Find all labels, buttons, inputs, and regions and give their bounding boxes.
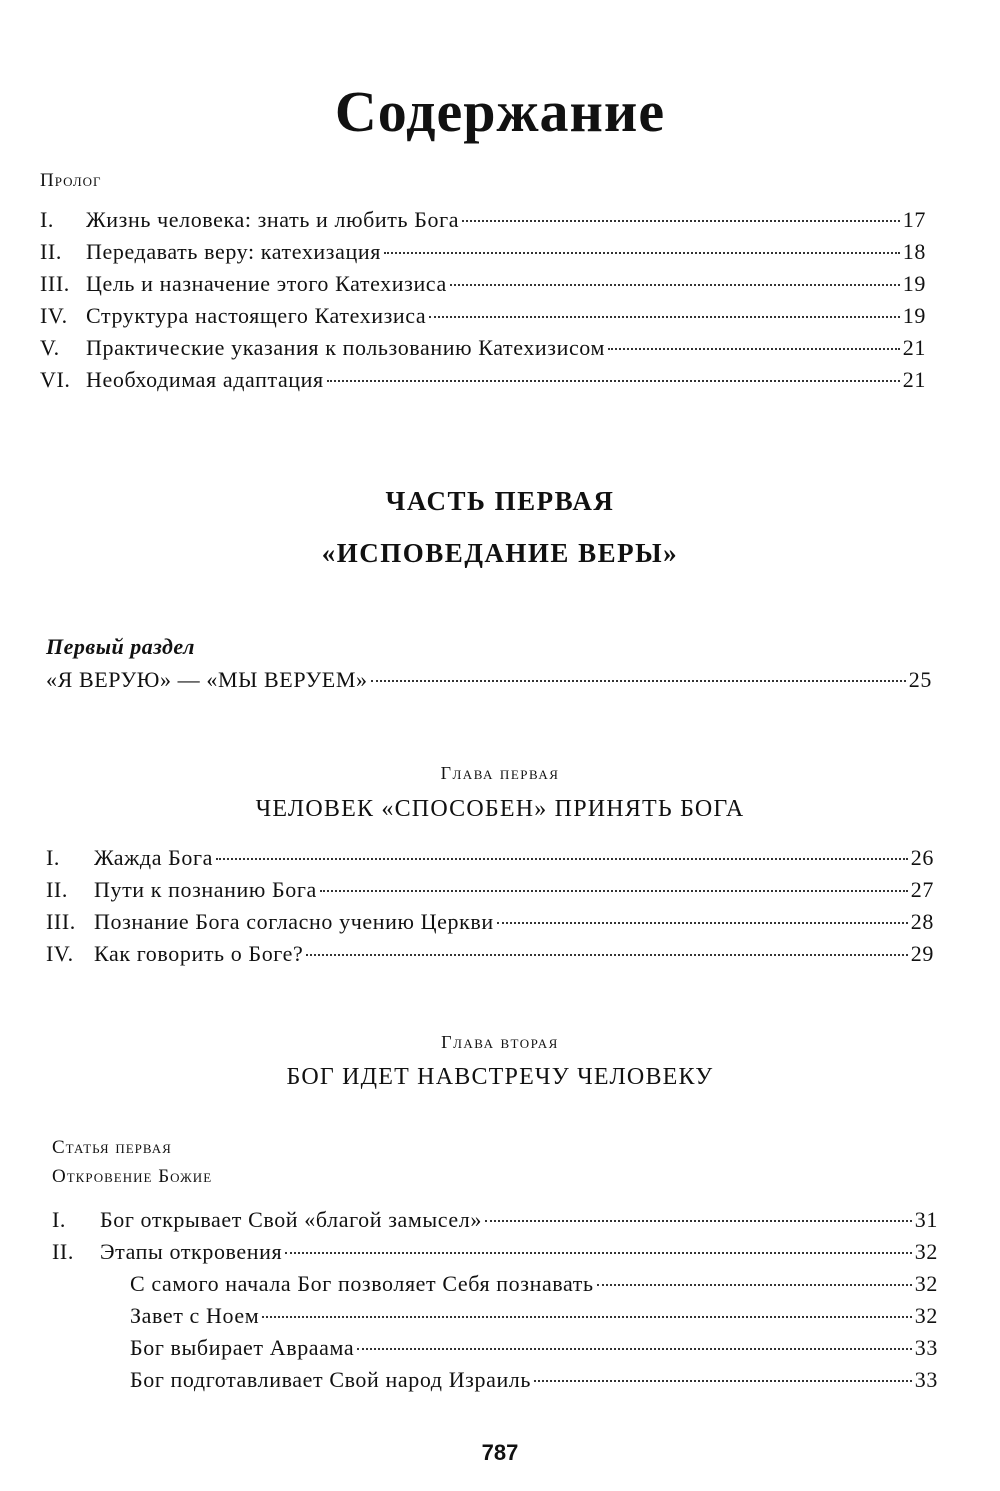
toc-entry-page: 28 bbox=[910, 909, 934, 934]
chapter-label: Глава первая bbox=[440, 763, 560, 783]
dot-leader bbox=[327, 380, 900, 382]
toc-entry-number: I. bbox=[46, 845, 61, 870]
toc-entry[interactable] bbox=[40, 268, 926, 300]
toc-entry-title: Пути к познанию Бога bbox=[94, 877, 317, 902]
toc-entry-title: Этапы откровения bbox=[100, 1239, 283, 1264]
toc-entry-page: 17 bbox=[902, 207, 926, 232]
dot-leader bbox=[371, 680, 906, 682]
toc-entry-number: IV. bbox=[46, 941, 74, 966]
toc-entry-title: Как говорить о Боге? bbox=[94, 941, 304, 966]
chapter-two-toc bbox=[52, 1204, 938, 1396]
prologue-heading: Пролог bbox=[40, 170, 102, 191]
dot-leader bbox=[608, 348, 900, 350]
dot-leader bbox=[534, 1380, 912, 1382]
toc-entry-page: 21 bbox=[902, 335, 926, 360]
dot-leader bbox=[216, 858, 908, 860]
toc-entry-title: Цель и назначение этого Катехизиса bbox=[86, 271, 447, 296]
dot-leader bbox=[357, 1348, 912, 1350]
toc-entry-number: I. bbox=[40, 207, 55, 232]
toc-entry-page: 32 bbox=[914, 1303, 938, 1328]
page-title: Содержание bbox=[334, 78, 666, 144]
part-subtitle: «ИСПОВЕДАНИЕ ВЕРЫ» bbox=[321, 538, 679, 568]
dot-leader bbox=[285, 1252, 912, 1254]
toc-entry[interactable] bbox=[40, 300, 926, 332]
toc-entry-page: 18 bbox=[902, 239, 926, 264]
toc-entry-title: Бог подготавливает Свой народ Израиль bbox=[130, 1367, 532, 1392]
toc-entry[interactable] bbox=[52, 1204, 938, 1236]
toc-entry-page: 21 bbox=[902, 367, 926, 392]
toc-entry-title: Практические указания к пользованию Катехизисом bbox=[86, 335, 606, 360]
toc-entry-number: III. bbox=[40, 271, 70, 296]
toc-entry[interactable] bbox=[52, 1364, 938, 1396]
dot-leader bbox=[497, 922, 908, 924]
toc-entry-page: 27 bbox=[910, 877, 934, 902]
toc-entry-number: II. bbox=[40, 239, 62, 264]
dot-leader bbox=[429, 316, 900, 318]
toc-entry-title: Бог открывает Свой «благой замысел» bbox=[100, 1207, 482, 1232]
toc-entry-title: Передавать веру: катехизация bbox=[86, 239, 381, 264]
chapter-title: ЧЕЛОВЕК «СПОСОБЕН» ПРИНЯТЬ БОГА bbox=[255, 796, 745, 822]
toc-entry[interactable] bbox=[46, 938, 934, 970]
toc-entry-title: Структура настоящего Катехизиса bbox=[86, 303, 427, 328]
toc-entry-page: 19 bbox=[902, 303, 926, 328]
toc-entry-page: 26 bbox=[910, 845, 934, 870]
toc-entry[interactable] bbox=[46, 874, 934, 906]
toc-entry-number: II. bbox=[52, 1239, 74, 1264]
toc-entry[interactable] bbox=[40, 236, 926, 268]
dot-leader bbox=[384, 252, 900, 254]
toc-entry[interactable] bbox=[40, 204, 926, 236]
toc-entry-title: Познание Бога согласно учению Церкви bbox=[94, 909, 494, 934]
toc-entry-title: Необходимая адаптация bbox=[86, 367, 324, 392]
toc-entry[interactable] bbox=[52, 1332, 938, 1364]
toc-entry-title: Жизнь человека: знать и любить Бога bbox=[86, 207, 460, 232]
toc-entry-number: II. bbox=[46, 877, 68, 902]
section-label: Первый раздел bbox=[46, 634, 195, 659]
toc-entry-number: III. bbox=[46, 909, 76, 934]
toc-entry-number: I. bbox=[52, 1207, 67, 1232]
toc-entry[interactable] bbox=[52, 1268, 938, 1300]
toc-entry[interactable] bbox=[46, 906, 934, 938]
toc-entry-page: 32 bbox=[914, 1239, 938, 1264]
toc-entry-page: 19 bbox=[902, 271, 926, 296]
section-toc bbox=[46, 664, 932, 696]
dot-leader bbox=[306, 954, 907, 956]
toc-entry-page: 33 bbox=[914, 1367, 938, 1392]
toc-entry[interactable] bbox=[52, 1300, 938, 1332]
toc-entry-title: Жажда Бога bbox=[94, 845, 214, 870]
toc-entry-title: С самого начала Бог позволяет Себя познавать bbox=[130, 1271, 594, 1296]
toc-entry-page: 33 bbox=[914, 1335, 938, 1360]
toc-entry[interactable] bbox=[40, 364, 926, 396]
toc-entry-title: Бог выбирает Авраама bbox=[130, 1335, 355, 1360]
dot-leader bbox=[262, 1316, 912, 1318]
chapter-title: БОГ ИДЕТ НАВСТРЕЧУ ЧЕЛОВЕКУ bbox=[286, 1064, 714, 1090]
toc-entry-number: IV. bbox=[40, 303, 68, 328]
dot-leader bbox=[450, 284, 900, 286]
toc-entry-title: Завет с Ноем bbox=[130, 1303, 260, 1328]
toc-entry-page: 29 bbox=[910, 941, 934, 966]
prologue-toc bbox=[40, 204, 926, 396]
page-number: 787 bbox=[481, 1440, 519, 1465]
toc-entry-page: 32 bbox=[914, 1271, 938, 1296]
dot-leader bbox=[462, 220, 900, 222]
toc-entry-page: 31 bbox=[914, 1207, 938, 1232]
dot-leader bbox=[597, 1284, 912, 1286]
toc-entry[interactable] bbox=[46, 842, 934, 874]
toc-entry[interactable] bbox=[52, 1236, 938, 1268]
article-label: Статья первая bbox=[52, 1137, 172, 1158]
toc-entry-page: 25 bbox=[908, 667, 932, 692]
dot-leader bbox=[320, 890, 908, 892]
chapter-one-toc bbox=[46, 842, 934, 970]
toc-entry[interactable] bbox=[40, 332, 926, 364]
toc-entry-number: VI. bbox=[40, 367, 71, 392]
toc-entry-title: «Я ВЕРУЮ» — «МЫ ВЕРУЕМ» bbox=[46, 667, 368, 692]
chapter-label: Глава вторая bbox=[441, 1032, 559, 1052]
toc-entry[interactable] bbox=[46, 664, 932, 696]
article-title: Откровение Божие bbox=[52, 1166, 213, 1187]
part-title: ЧАСТЬ ПЕРВАЯ bbox=[385, 486, 615, 516]
dot-leader bbox=[485, 1220, 912, 1222]
toc-entry-number: V. bbox=[40, 335, 60, 360]
